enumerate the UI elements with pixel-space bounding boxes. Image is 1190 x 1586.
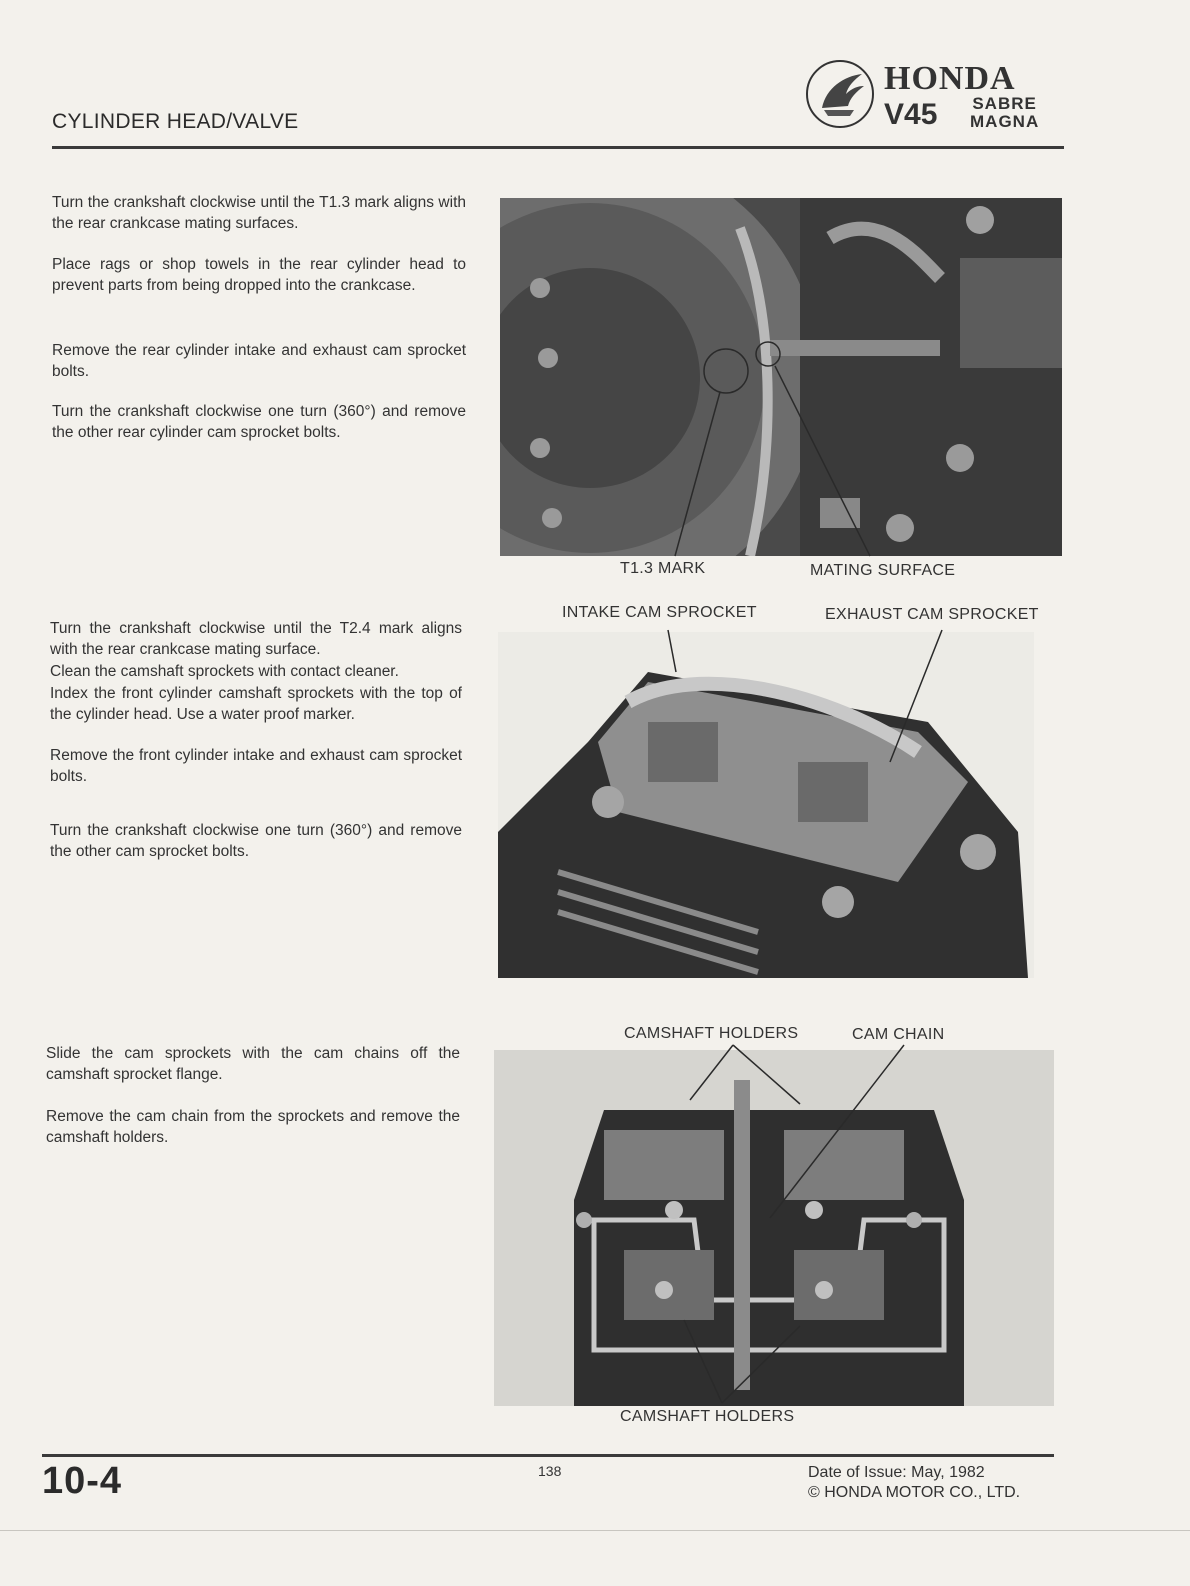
step-text: Clean the camshaft sprockets with contact cleaner. bbox=[50, 663, 399, 680]
page-number: 138 bbox=[538, 1463, 562, 1479]
label-cam-chain: CAM CHAIN bbox=[852, 1026, 945, 1043]
photo-crankcase-timing-mark bbox=[500, 198, 1062, 556]
label-t13-mark: T1.3 MARK bbox=[620, 560, 706, 577]
label-camshaft-holders-top: CAMSHAFT HOLDERS bbox=[624, 1025, 799, 1042]
section-title: CYLINDER HEAD/VALVE bbox=[52, 110, 299, 133]
step-text: Turn the crankshaft clockwise one turn (360°) and remove the other rear cylinder cam sprocket bolts. bbox=[52, 403, 466, 441]
step-text: Turn the crankshaft clockwise until the T2.4 mark aligns with the rear crankcase mating surface. bbox=[50, 620, 462, 658]
photo-front-cylinder-head bbox=[498, 632, 1034, 978]
step-text: Turn the crankshaft clockwise one turn (360°) and remove the other cam sprocket bolts. bbox=[50, 822, 462, 860]
label-intake-cam-sprocket: INTAKE CAM SPROCKET bbox=[562, 604, 757, 621]
issue-date: Date of Issue: May, 1982 bbox=[808, 1464, 985, 1481]
step-text: Index the front cylinder camshaft sprockets with the top of the cylinder head. Use a water proof marker. bbox=[50, 685, 462, 723]
step-text: Remove the front cylinder intake and exhaust cam sprocket bolts. bbox=[50, 747, 462, 785]
copyright: © HONDA MOTOR CO., LTD. bbox=[808, 1484, 1021, 1501]
brand-name: HONDA bbox=[884, 60, 1016, 97]
honda-wing-logo-icon bbox=[804, 58, 876, 130]
step-text: Turn the crankshaft clockwise until the T1.3 mark aligns with the rear crankcase mating surfaces. bbox=[52, 194, 466, 232]
variant-sabre: SABRE bbox=[972, 94, 1037, 113]
model-name: V45 bbox=[884, 98, 938, 131]
step-text: Slide the cam sprockets with the cam chains off the camshaft sprocket flange. bbox=[46, 1045, 460, 1083]
footer-rule bbox=[42, 1454, 1054, 1457]
label-camshaft-holders-bottom: CAMSHAFT HOLDERS bbox=[620, 1408, 795, 1425]
photo-camshaft-holders bbox=[494, 1050, 1054, 1406]
variant-magna: MAGNA bbox=[970, 112, 1040, 131]
label-exhaust-cam-sprocket: EXHAUST CAM SPROCKET bbox=[825, 606, 1039, 623]
scan-edge-line bbox=[0, 1530, 1190, 1531]
step-text: Remove the cam chain from the sprockets and remove the camshaft holders. bbox=[46, 1108, 460, 1146]
issue-info bbox=[808, 1463, 1020, 1503]
label-mating-surface: MATING SURFACE bbox=[810, 562, 956, 579]
header-rule bbox=[52, 146, 1064, 149]
section-page-code: 10-4 bbox=[42, 1460, 123, 1502]
step-text: Place rags or shop towels in the rear cylinder head to prevent parts from being dropped into the crankcase. bbox=[52, 256, 466, 294]
step-text: Remove the rear cylinder intake and exhaust cam sprocket bolts. bbox=[52, 342, 466, 380]
model-variants bbox=[970, 95, 1039, 131]
